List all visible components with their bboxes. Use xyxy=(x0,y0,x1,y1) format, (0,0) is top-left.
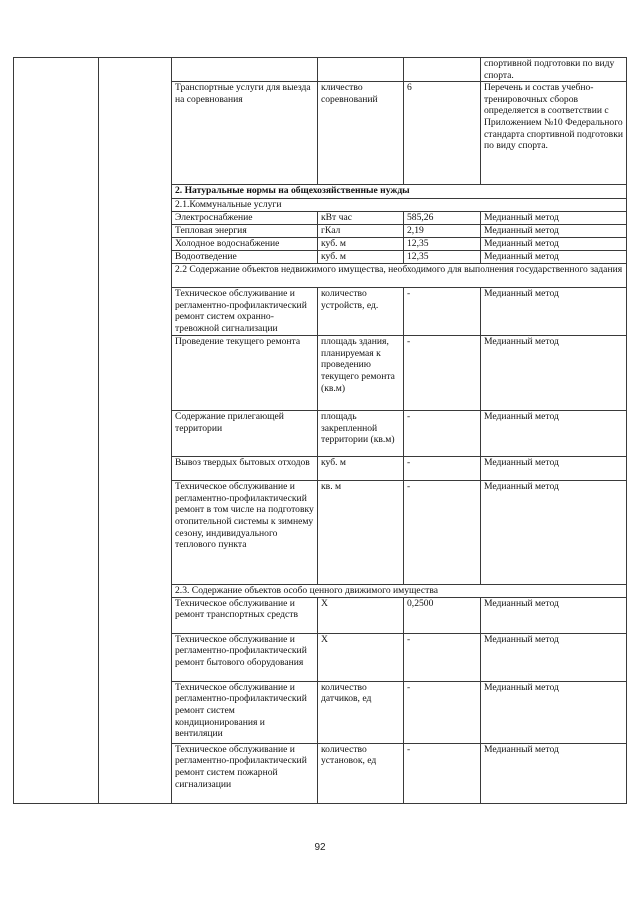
unit-cell: Х xyxy=(318,633,404,681)
name-cell: Транспортные услуги для выезда на соревнования xyxy=(172,82,318,185)
unit-cell: площадь закрепленной территории (кв.м) xyxy=(318,411,404,457)
unit-cell: куб. м xyxy=(318,238,404,251)
name-cell: Вывоз твердых бытовых отходов xyxy=(172,457,318,481)
value-cell xyxy=(404,58,481,82)
value-cell: - xyxy=(404,411,481,457)
method-cell: Медианный метод xyxy=(481,681,627,743)
unit-cell: гКал xyxy=(318,225,404,238)
method-cell: Медианный метод xyxy=(481,481,627,585)
unit-cell: Х xyxy=(318,597,404,633)
section-heading: 2. Натуральные нормы на общехозяйственные нужды xyxy=(172,185,627,199)
subsection-heading: 2.1.Коммунальные услуги xyxy=(172,199,627,212)
name-cell: Техническое обслуживание и регламентно-профилактический ремонт бытового оборудования xyxy=(172,633,318,681)
value-cell: - xyxy=(404,336,481,411)
unit-cell: куб. м xyxy=(318,251,404,264)
value-cell: - xyxy=(404,457,481,481)
subsection-heading: 2.2 Содержание объектов недвижимого имущества, необходимого для выполнения государственного задания xyxy=(172,264,627,288)
name-cell: Техническое обслуживание и ремонт транспортных средств xyxy=(172,597,318,633)
blank-column-2 xyxy=(99,58,172,804)
method-cell: Медианный метод xyxy=(481,411,627,457)
unit-cell: кв. м xyxy=(318,481,404,585)
value-cell: 2,19 xyxy=(404,225,481,238)
unit-cell: количество датчиков, ед xyxy=(318,681,404,743)
name-cell: Тепловая энергия xyxy=(172,225,318,238)
method-cell: Медианный метод xyxy=(481,251,627,264)
unit-cell: количество устройств, ед. xyxy=(318,288,404,336)
name-cell: Техническое обслуживание и регламентно-профилактический ремонт систем кондиционирования и вентиляции xyxy=(172,681,318,743)
method-cell: спортивной подготовки по виду спорта. xyxy=(481,58,627,82)
value-cell: - xyxy=(404,481,481,585)
name-cell: Техническое обслуживание и регламентно-профилактический ремонт систем охранно-тревожной сигнализации xyxy=(172,288,318,336)
value-cell: 6 xyxy=(404,82,481,185)
unit-cell: кличество соревнований xyxy=(318,82,404,185)
method-cell: Медианный метод xyxy=(481,597,627,633)
name-cell: Содержание прилегающей территории xyxy=(172,411,318,457)
value-cell: 585,26 xyxy=(404,212,481,225)
method-cell: Перечень и состав учебно-тренировочных сборов определяется в соответствии с Приложением №10 Федерального стандарта спортивной подготовки по виду спорта. xyxy=(481,82,627,185)
name-cell: Водоотведение xyxy=(172,251,318,264)
name-cell: Техническое обслуживание и регламентно-профилактический ремонт систем пожарной сигнализации xyxy=(172,743,318,803)
norms-table xyxy=(13,57,627,804)
value-cell: 0,2500 xyxy=(404,597,481,633)
subsection-heading: 2.3. Содержание объектов особо ценного движимого имущества xyxy=(172,585,627,598)
name-cell: Техническое обслуживание и регламентно-профилактический ремонт в том числе на подготовку отопительной системы к зимнему сезону, индивидуального теплового пункта xyxy=(172,481,318,585)
unit-cell: количество установок, ед xyxy=(318,743,404,803)
method-cell: Медианный метод xyxy=(481,336,627,411)
method-cell: Медианный метод xyxy=(481,212,627,225)
name-cell: Холодное водоснабжение xyxy=(172,238,318,251)
name-cell: Электроснабжение xyxy=(172,212,318,225)
method-cell: Медианный метод xyxy=(481,288,627,336)
unit-cell xyxy=(318,58,404,82)
unit-cell: куб. м xyxy=(318,457,404,481)
value-cell: - xyxy=(404,633,481,681)
value-cell: 12,35 xyxy=(404,238,481,251)
method-cell: Медианный метод xyxy=(481,238,627,251)
table-row xyxy=(14,58,627,82)
value-cell: - xyxy=(404,743,481,803)
value-cell: - xyxy=(404,681,481,743)
name-cell: Проведение текущего ремонта xyxy=(172,336,318,411)
value-cell: - xyxy=(404,288,481,336)
blank-column-1 xyxy=(14,58,99,804)
method-cell: Медианный метод xyxy=(481,633,627,681)
page-number: 92 xyxy=(314,842,326,853)
unit-cell: кВт час xyxy=(318,212,404,225)
value-cell: 12,35 xyxy=(404,251,481,264)
name-cell xyxy=(172,58,318,82)
method-cell: Медианный метод xyxy=(481,225,627,238)
unit-cell: площадь здания, планируемая к проведению текущего ремонта (кв.м) xyxy=(318,336,404,411)
method-cell: Медианный метод xyxy=(481,743,627,803)
method-cell: Медианный метод xyxy=(481,457,627,481)
